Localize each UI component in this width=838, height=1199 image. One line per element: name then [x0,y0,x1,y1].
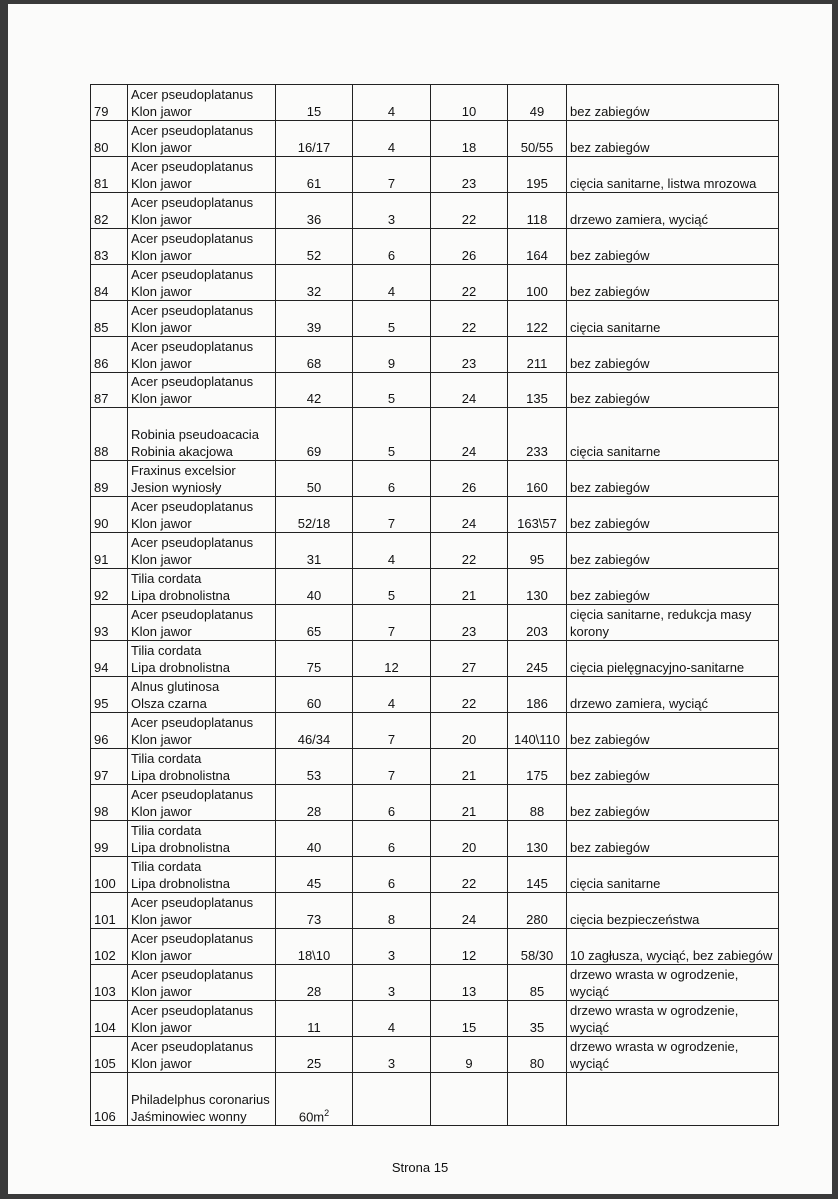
trunk-diameter-cell: 18\10 [276,929,353,965]
circumference-cell: 245 [508,641,567,677]
remarks-cell: 10 zagłusza, wyciąć, bez zabiegów [567,929,779,965]
crown-cell: 7 [353,157,431,193]
height-cell: 23 [431,157,508,193]
species-polish-name: Klon jawor [131,624,192,639]
circumference-cell: 145 [508,857,567,893]
table-row [91,461,779,497]
species-cell [128,157,276,193]
crown-cell: 8 [353,893,431,929]
table-body [91,85,779,1126]
remarks-cell: bez zabiegów [567,337,779,373]
species-polish-name: Robinia akacjowa [131,444,233,459]
tree-number-cell: 80 [91,121,128,157]
species-polish-name: Klon jawor [131,804,192,819]
tree-number-cell: 86 [91,337,128,373]
circumference-cell: 160 [508,461,567,497]
species-latin-name: Acer pseudoplatanus [131,715,254,730]
height-cell: 20 [431,821,508,857]
crown-cell: 6 [353,785,431,821]
trunk-diameter-cell [276,1073,353,1126]
trunk-diameter-cell: 39 [276,301,353,337]
trunk-diameter-cell: 40 [276,821,353,857]
species-latin-name: Acer pseudoplatanus [131,1003,254,1018]
circumference-cell: 88 [508,785,567,821]
height-cell: 24 [431,373,508,408]
species-latin-name: Acer pseudoplatanus [131,967,254,982]
trunk-diameter-cell: 11 [276,1001,353,1037]
species-latin-name: Tilia cordata [131,859,202,874]
remarks-cell: bez zabiegów [567,569,779,605]
crown-cell: 7 [353,497,431,533]
species-latin-name: Tilia cordata [131,823,202,838]
species-cell [128,121,276,157]
crown-cell: 3 [353,1037,431,1073]
species-cell [128,265,276,301]
species-cell [128,821,276,857]
trunk-diameter-cell: 52/18 [276,497,353,533]
species-latin-name: Acer pseudoplatanus [131,267,254,282]
species-polish-name: Lipa drobnolistna [131,660,231,675]
trunk-diameter-cell: 16/17 [276,121,353,157]
species-latin-name: Philadelphus coronarius [131,1092,270,1107]
trunk-diameter-cell: 46/34 [276,713,353,749]
species-cell [128,713,276,749]
table-row [91,569,779,605]
height-cell: 12 [431,929,508,965]
table-row [91,157,779,193]
remarks-cell: cięcia sanitarne [567,408,779,461]
species-latin-name: Acer pseudoplatanus [131,87,254,102]
species-cell [128,893,276,929]
height-cell: 22 [431,677,508,713]
circumference-cell: 195 [508,157,567,193]
trunk-diameter-value: 60m [298,1109,325,1124]
height-cell: 23 [431,337,508,373]
species-cell [128,337,276,373]
remarks-cell: cięcia sanitarne, redukcja masy korony [567,605,779,641]
table-row [91,408,779,461]
circumference-cell: 80 [508,1037,567,1073]
species-cell [128,85,276,121]
crown-cell: 6 [353,821,431,857]
table-row [91,857,779,893]
species-cell [128,605,276,641]
circumference-cell: 122 [508,301,567,337]
table-row [91,1037,779,1073]
table-row [91,821,779,857]
height-cell: 22 [431,533,508,569]
species-polish-name: Klon jawor [131,984,192,999]
height-cell: 22 [431,265,508,301]
tree-number-cell: 87 [91,373,128,408]
tree-number-cell: 94 [91,641,128,677]
species-polish-name: Jaśminowiec wonny [131,1109,247,1124]
species-latin-name: Acer pseudoplatanus [131,123,254,138]
circumference-cell: 49 [508,85,567,121]
tree-number-cell: 96 [91,713,128,749]
species-polish-name: Lipa drobnolistna [131,840,231,855]
remarks-cell: cięcia sanitarne [567,301,779,337]
species-latin-name: Tilia cordata [131,571,202,586]
remarks-cell: bez zabiegów [567,229,779,265]
remarks-cell: cięcia sanitarne, listwa mrozowa [567,157,779,193]
species-cell [128,497,276,533]
trunk-diameter-cell: 52 [276,229,353,265]
crown-cell: 6 [353,229,431,265]
species-latin-name: Acer pseudoplatanus [131,931,254,946]
species-polish-name: Klon jawor [131,248,192,263]
species-polish-name: Klon jawor [131,552,192,567]
crown-cell: 4 [353,677,431,713]
crown-cell: 3 [353,965,431,1001]
remarks-cell: bez zabiegów [567,785,779,821]
species-cell [128,749,276,785]
tree-number-cell: 93 [91,605,128,641]
circumference-cell: 186 [508,677,567,713]
species-latin-name: Acer pseudoplatanus [131,787,254,802]
species-polish-name: Klon jawor [131,140,192,155]
crown-cell: 6 [353,461,431,497]
table-row [91,965,779,1001]
species-latin-name: Acer pseudoplatanus [131,339,254,354]
tree-number-cell: 103 [91,965,128,1001]
circumference-cell: 233 [508,408,567,461]
species-cell [128,461,276,497]
species-latin-name: Acer pseudoplatanus [131,303,254,318]
height-cell: 26 [431,461,508,497]
trunk-diameter-cell: 75 [276,641,353,677]
trunk-diameter-cell: 69 [276,408,353,461]
height-cell: 27 [431,641,508,677]
tree-number-cell: 79 [91,85,128,121]
crown-cell: 5 [353,569,431,605]
trunk-diameter-cell: 53 [276,749,353,785]
height-cell: 22 [431,193,508,229]
crown-cell: 12 [353,641,431,677]
height-cell: 22 [431,857,508,893]
remarks-cell: bez zabiegów [567,497,779,533]
species-latin-name: Acer pseudoplatanus [131,535,254,550]
tree-number-cell: 99 [91,821,128,857]
trunk-diameter-cell: 28 [276,785,353,821]
tree-number-cell: 91 [91,533,128,569]
remarks-cell: drzewo wrasta w ogrodzenie, wyciąć [567,965,779,1001]
species-cell [128,408,276,461]
species-polish-name: Olsza czarna [131,696,207,711]
remarks-cell: bez zabiegów [567,265,779,301]
trunk-diameter-cell: 40 [276,569,353,605]
circumference-cell [508,1073,567,1126]
species-cell [128,1001,276,1037]
trunk-diameter-cell: 32 [276,265,353,301]
tree-number-cell: 90 [91,497,128,533]
species-latin-name: Acer pseudoplatanus [131,195,254,210]
trunk-diameter-cell: 45 [276,857,353,893]
tree-number-cell: 95 [91,677,128,713]
trunk-diameter-cell: 61 [276,157,353,193]
species-cell [128,1073,276,1126]
species-polish-name: Lipa drobnolistna [131,588,231,603]
circumference-cell: 175 [508,749,567,785]
remarks-cell: bez zabiegów [567,749,779,785]
remarks-cell: bez zabiegów [567,121,779,157]
table-row [91,265,779,301]
species-polish-name: Klon jawor [131,516,192,531]
table-row [91,749,779,785]
circumference-cell: 135 [508,373,567,408]
species-polish-name: Klon jawor [131,948,192,963]
remarks-cell [567,1073,779,1126]
crown-cell: 7 [353,605,431,641]
circumference-cell: 85 [508,965,567,1001]
circumference-cell: 130 [508,569,567,605]
species-polish-name: Klon jawor [131,176,192,191]
table-row [91,677,779,713]
circumference-cell: 203 [508,605,567,641]
crown-cell: 7 [353,713,431,749]
height-cell: 21 [431,569,508,605]
species-cell [128,301,276,337]
height-cell: 10 [431,85,508,121]
crown-cell: 4 [353,265,431,301]
trunk-diameter-cell: 25 [276,1037,353,1073]
circumference-cell: 35 [508,1001,567,1037]
height-cell: 13 [431,965,508,1001]
species-cell [128,373,276,408]
tree-number-cell: 105 [91,1037,128,1073]
circumference-cell: 164 [508,229,567,265]
species-polish-name: Klon jawor [131,1020,192,1035]
trunk-diameter-cell: 65 [276,605,353,641]
height-cell: 24 [431,893,508,929]
table-row [91,533,779,569]
table-row [91,893,779,929]
height-cell: 22 [431,301,508,337]
table-row [91,497,779,533]
height-cell: 18 [431,121,508,157]
tree-inventory-table [90,84,779,1126]
height-cell: 15 [431,1001,508,1037]
tree-number-cell: 89 [91,461,128,497]
circumference-cell: 130 [508,821,567,857]
table-row [91,121,779,157]
species-cell [128,857,276,893]
page-number: Strona 15 [391,1160,449,1175]
remarks-cell: bez zabiegów [567,821,779,857]
height-cell: 23 [431,605,508,641]
crown-cell: 9 [353,337,431,373]
height-cell: 26 [431,229,508,265]
height-cell: 24 [431,408,508,461]
remarks-cell: cięcia pielęgnacyjno-sanitarne [567,641,779,677]
circumference-cell: 50/55 [508,121,567,157]
trunk-diameter-cell: 73 [276,893,353,929]
table-row [91,641,779,677]
species-cell [128,533,276,569]
crown-cell: 4 [353,1001,431,1037]
species-polish-name: Klon jawor [131,320,192,335]
trunk-diameter-cell: 28 [276,965,353,1001]
species-latin-name: Acer pseudoplatanus [131,607,254,622]
remarks-cell: bez zabiegów [567,373,779,408]
crown-cell: 6 [353,857,431,893]
species-cell [128,569,276,605]
height-cell: 20 [431,713,508,749]
tree-number-cell: 92 [91,569,128,605]
table-row [91,1001,779,1037]
table-row [91,785,779,821]
remarks-cell: drzewo wrasta w ogrodzenie, wyciąć [567,1037,779,1073]
species-latin-name: Tilia cordata [131,751,202,766]
unit-exponent: 2 [324,1107,330,1118]
remarks-cell: drzewo zamiera, wyciąć [567,193,779,229]
species-latin-name: Tilia cordata [131,643,202,658]
tree-number-cell: 98 [91,785,128,821]
species-polish-name: Klon jawor [131,732,192,747]
crown-cell: 4 [353,121,431,157]
tree-number-cell: 102 [91,929,128,965]
height-cell: 21 [431,785,508,821]
trunk-diameter-cell: 68 [276,337,353,373]
remarks-cell: drzewo zamiera, wyciąć [567,677,779,713]
species-latin-name: Acer pseudoplatanus [131,499,254,514]
crown-cell: 3 [353,929,431,965]
crown-cell: 3 [353,193,431,229]
tree-number-cell: 97 [91,749,128,785]
height-cell: 21 [431,749,508,785]
tree-number-cell: 84 [91,265,128,301]
species-polish-name: Klon jawor [131,104,192,119]
trunk-diameter-cell: 15 [276,85,353,121]
trunk-diameter-cell: 31 [276,533,353,569]
table-row [91,929,779,965]
species-latin-name: Acer pseudoplatanus [131,1039,254,1054]
tree-number-cell: 104 [91,1001,128,1037]
document-page [8,4,832,1194]
species-cell [128,677,276,713]
trunk-diameter-cell: 50 [276,461,353,497]
crown-cell [353,1073,431,1126]
remarks-cell: cięcia sanitarne [567,857,779,893]
species-polish-name: Jesion wyniosły [131,480,222,495]
tree-number-cell: 106 [91,1073,128,1126]
species-latin-name: Robinia pseudoacacia [131,427,259,442]
species-polish-name: Klon jawor [131,212,192,227]
circumference-cell: 163\57 [508,497,567,533]
table-row [91,713,779,749]
tree-number-cell: 81 [91,157,128,193]
circumference-cell: 100 [508,265,567,301]
tree-number-cell: 85 [91,301,128,337]
circumference-cell: 211 [508,337,567,373]
species-cell [128,641,276,677]
trunk-diameter-cell: 42 [276,373,353,408]
table-row [91,301,779,337]
crown-cell: 5 [353,373,431,408]
species-polish-name: Lipa drobnolistna [131,876,231,891]
circumference-cell: 280 [508,893,567,929]
species-latin-name: Acer pseudoplatanus [131,374,254,389]
trunk-diameter-cell: 36 [276,193,353,229]
remarks-cell: bez zabiegów [567,461,779,497]
table-row [91,85,779,121]
remarks-cell: bez zabiegów [567,713,779,749]
circumference-cell: 95 [508,533,567,569]
remarks-cell: cięcia bezpieczeństwa [567,893,779,929]
circumference-cell: 140\110 [508,713,567,749]
crown-cell: 4 [353,85,431,121]
species-cell [128,229,276,265]
crown-cell: 5 [353,408,431,461]
species-latin-name: Acer pseudoplatanus [131,895,254,910]
species-latin-name: Fraxinus excelsior [131,463,236,478]
tree-number-cell: 88 [91,408,128,461]
table-row [91,605,779,641]
remarks-cell: bez zabiegów [567,85,779,121]
tree-number-cell: 101 [91,893,128,929]
height-cell: 9 [431,1037,508,1073]
crown-cell: 7 [353,749,431,785]
species-cell [128,785,276,821]
species-cell [128,193,276,229]
species-polish-name: Klon jawor [131,284,192,299]
circumference-cell: 58/30 [508,929,567,965]
remarks-cell: drzewo wrasta w ogrodzenie, wyciąć [567,1001,779,1037]
table-row [91,373,779,408]
circumference-cell: 118 [508,193,567,229]
tree-number-cell: 82 [91,193,128,229]
table-row [91,193,779,229]
species-latin-name: Alnus glutinosa [131,679,220,694]
species-polish-name: Klon jawor [131,356,192,371]
species-polish-name: Klon jawor [131,1056,192,1071]
table-row [91,337,779,373]
species-polish-name: Klon jawor [131,912,192,927]
species-latin-name: Acer pseudoplatanus [131,159,254,174]
tree-number-cell: 100 [91,857,128,893]
tree-number-cell: 83 [91,229,128,265]
trunk-diameter-cell: 60 [276,677,353,713]
species-cell [128,929,276,965]
species-polish-name: Klon jawor [131,391,192,406]
remarks-cell: bez zabiegów [567,533,779,569]
table-row [91,1073,779,1126]
species-cell [128,1037,276,1073]
table-row [91,229,779,265]
crown-cell: 4 [353,533,431,569]
species-polish-name: Lipa drobnolistna [131,768,231,783]
species-latin-name: Acer pseudoplatanus [131,231,254,246]
crown-cell: 5 [353,301,431,337]
height-cell [431,1073,508,1126]
height-cell: 24 [431,497,508,533]
species-cell [128,965,276,1001]
